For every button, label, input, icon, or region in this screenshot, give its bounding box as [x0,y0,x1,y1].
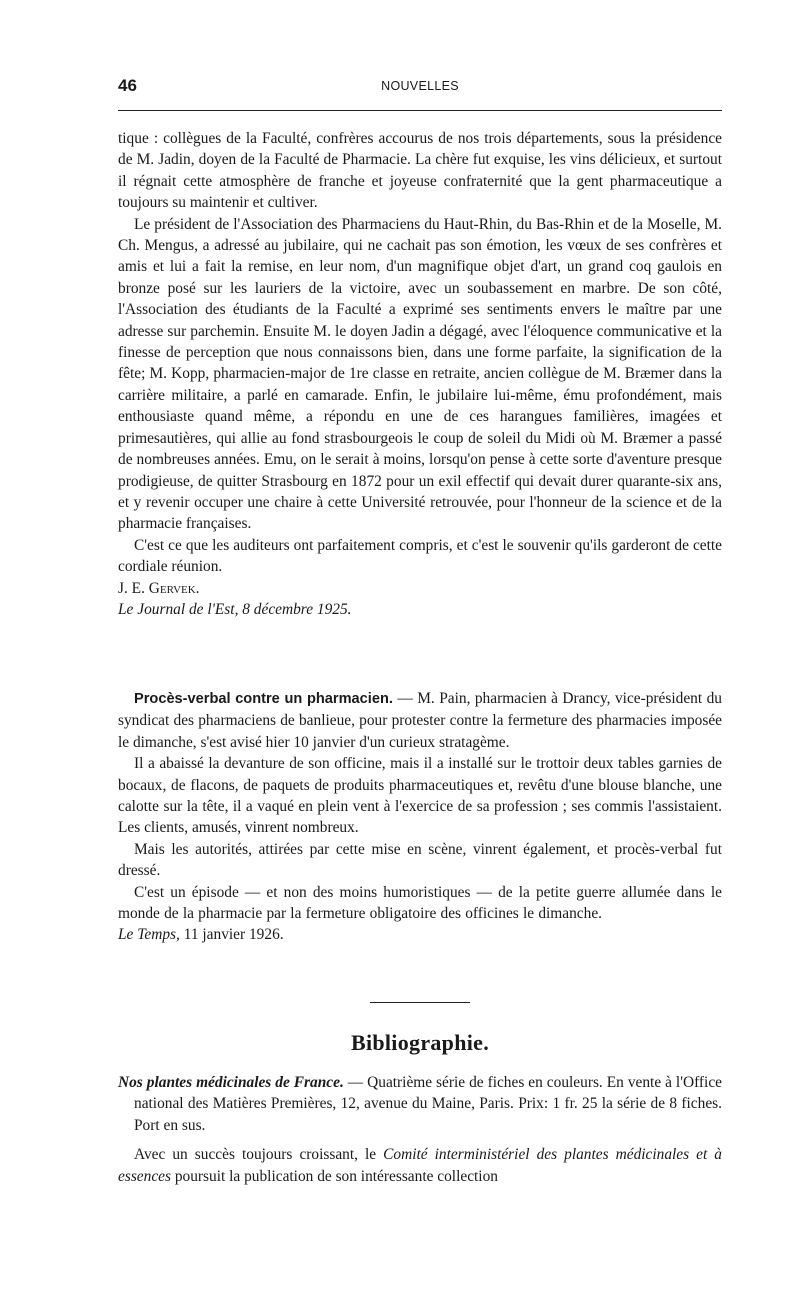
bibliography-heading: Bibliographie. [350,1030,490,1055]
bibliography-entry-text: — Quatrième série de fiches en couleurs. En vente à l'Office national des Matières Premières, 12, avenue du Maine, Paris. Prix: 1 fr. 25 la série de 8 fiches. Port en sus. [134,1074,722,1134]
jubilee-article [118,128,722,620]
jubilee-paragraph-1: tique : collègues de la Faculté, confrères accourus de nos trois départements, sous la présidence de M. Jadin, doyen de la Faculté de Pharmacie. La chère fut exquise, les vins délicieux, et surtout il régnait cette atmosphère de franche et joyeuse confraternité que la gent pharmaceutique a toujours su maintenir et cultiver. [118,130,722,212]
page-number: 46 [118,76,137,95]
bibliography-paragraph-italic: Comité interministériel des plantes médicinales et à essences [118,1146,722,1185]
proces-source-paper: Le Temps, [118,926,180,944]
running-head [118,76,722,98]
bibliography-entry [118,1072,722,1136]
running-title: NOUVELLES [381,79,459,93]
proces-title: Procès-verbal contre un pharmacien. [134,691,393,707]
jubilee-paragraph-3: C'est ce que les auditeurs ont parfaitement compris, et c'est le souvenir qu'ils garderont de cette cordiale réunion. [118,536,722,576]
jubilee-source: Le Journal de l'Est, 8 décembre 1925. [118,600,352,618]
proces-source-date: 11 janvier 1926. [183,926,284,944]
bibliography-section [118,1072,722,1187]
proces-paragraph-4 [118,882,722,946]
jubilee-paragraph-2: Le président de l'Association des Pharmaciens du Haut-Rhin, du Bas-Rhin et de la Moselle, M. Ch. Mengus, a adressé au jubilaire, qui ne cachait pas son émotion, les vœux de ses confrères et amis et lui a fait la remise, en leur nom, d'un magnifique objet d'art, un grand coq gaulois en bronze posé sur les lauriers de la victoire, avec un soubassement en marbre. De son côté, l'Association des étudiants de la Faculté a exprimé ses sentiments envers le maître par une adresse sur parchemin. Ensuite M. le doyen Jadin a dégagé, avec l'éloquence communicative et la finesse de perception que nous connaissons bien, dans une forme parfaite, la signification de la fête; M. Kopp, pharmacien-major de 1re classe en retraite, ancien collègue de M. Bræmer dans la carrière militaire, a parlé en camarade. Enfin, le jubilaire lui-même, ému profondément, mais enthousiaste quand même, a répondu en une de ces harangues familières, imagées et primesautières, qui allie au fond strasbourgeois le coup de soleil du Midi où M. Bræmer a passé de nombreuses années. Emu, on le serait à moins, lorsqu'on pense à cette sorte d'aventure presque prodigieuse, de quitter Strasbourg en 1872 pour un exil effectif qui devait durer quarante-six ans, et y revenir occuper une chaire à cette Université retrouvée, pour l'honneur de la science et de la pharmacie françaises. [118,215,722,533]
bibliography-paragraph-end: poursuit la publication de son intéressante collection [171,1167,498,1185]
proces-paragraph-2: Il a abaissé la devanture de son officine, mais il a installé sur le trottoir deux tables garnies de bocaux, de flacons, de paquets de produits pharmaceutiques et, revêtu d'une blouse blanche, une calotte sur la tête, il a vaqué en plein vent à l'exercice de sa profession ; ses commis l'assistaient. Les clients, amusés, vinrent nombreux. [118,755,722,837]
proces-paragraph-1 [118,688,722,753]
proces-paragraph-3: Mais les autorités, attirées par cette mise en scène, vinrent également, et procès-verbal fut dressé. [118,840,722,880]
bibliography-paragraph-start: Avec un succès toujours croissant, le [134,1146,384,1164]
section-separator [370,1002,470,1003]
proces-verbal-article [118,688,722,946]
header-rule [118,110,722,111]
jubilee-signature: J. E. Gervek. [118,579,200,597]
proces-paragraph-4-text: C'est un épisode — et non des moins humoristiques — de la petite guerre allumée dans le monde de la pharmacie par la fermeture obligatoire des officines le dimanche. [118,883,722,923]
bibliography-entry-title: Nos plantes médicinales de France. [118,1074,344,1091]
bibliography-paragraph [118,1144,722,1187]
proces-paragraph-1-text: — M. Pain, pharmacien à Drancy, vice-président du syndicat des pharmaciens de banlieue, pour protester contre la fermeture des pharmacies imposée le dimanche, s'est avisé hier 10 janvier d'un curieux stratagème. [118,690,722,751]
